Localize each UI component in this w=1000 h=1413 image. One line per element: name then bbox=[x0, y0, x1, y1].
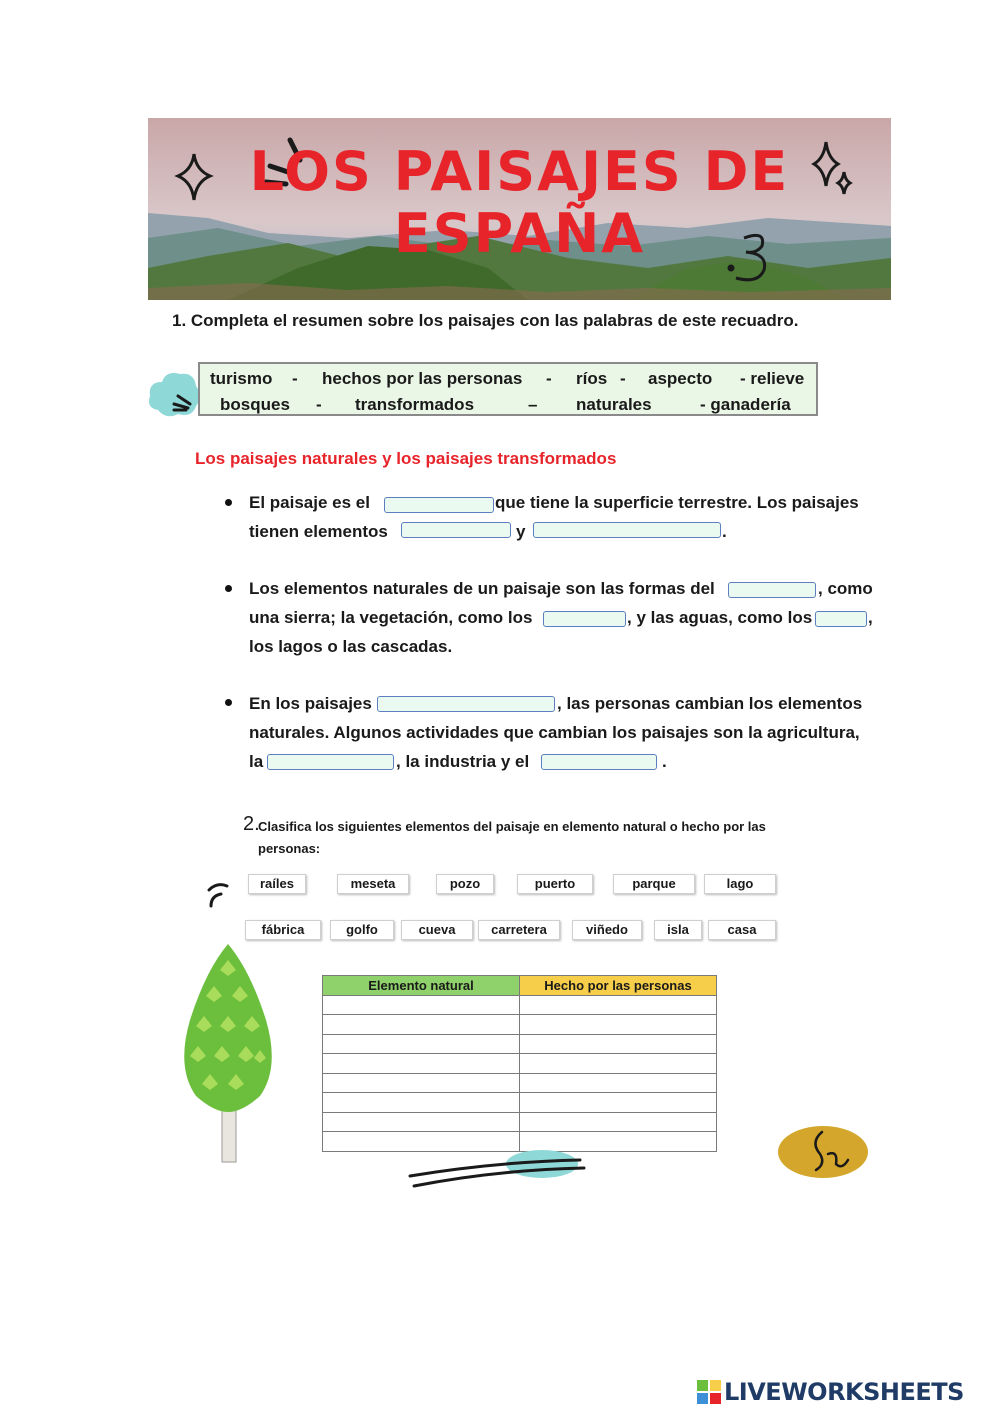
drop-cell-human-made[interactable] bbox=[520, 1054, 717, 1074]
drop-cell-human-made[interactable] bbox=[520, 995, 717, 1015]
answer-blank-aspecto[interactable] bbox=[384, 497, 494, 513]
word-bank-item: transformados bbox=[355, 395, 475, 414]
tree-illustration-icon bbox=[176, 940, 280, 1166]
word-bank-separator: - bbox=[546, 369, 552, 388]
page-title-line2: ESPAÑA bbox=[393, 202, 646, 265]
bullet-icon bbox=[225, 585, 232, 592]
word-bank-item: hechos por las personas bbox=[322, 369, 523, 388]
drop-cell-human-made[interactable] bbox=[520, 1093, 717, 1113]
word-bank-separator: - bbox=[620, 369, 626, 388]
draggable-word-chip[interactable]: meseta bbox=[337, 874, 409, 894]
question2-number: 2. bbox=[243, 813, 260, 835]
answer-blank-bosques[interactable] bbox=[543, 611, 626, 627]
draggable-word-chip[interactable]: viñedo bbox=[572, 920, 642, 940]
drop-cell-human-made[interactable] bbox=[520, 1015, 717, 1035]
draggable-word-chip[interactable]: pozo bbox=[436, 874, 494, 894]
word-bank-separator: - bbox=[316, 395, 322, 414]
paragraph-text: , y las aguas, como los bbox=[627, 608, 813, 627]
paragraph-text: El paisaje es el bbox=[249, 493, 370, 512]
paragraph-text: , como bbox=[818, 579, 873, 598]
answer-blank-hechos[interactable] bbox=[533, 522, 721, 538]
table-row bbox=[323, 1015, 717, 1035]
bullet-icon bbox=[225, 499, 232, 506]
column-header-human-made: Hecho por las personas bbox=[520, 976, 717, 996]
paragraph-text: naturales. Algunos actividades que cambian los paisajes son la agricultura, bbox=[249, 723, 860, 742]
paragraph-text: , las personas cambian los elementos bbox=[557, 694, 863, 713]
drop-cell-natural[interactable] bbox=[323, 1054, 520, 1074]
answer-blank-transformados[interactable] bbox=[377, 696, 555, 712]
paragraph-text: y bbox=[516, 522, 526, 541]
drop-cell-human-made[interactable] bbox=[520, 1073, 717, 1093]
liveworksheets-logo-icon bbox=[697, 1380, 723, 1404]
scribble-doodle-icon bbox=[404, 1140, 590, 1192]
draggable-word-chip[interactable]: fábrica bbox=[245, 920, 321, 940]
cloud-doodle-icon bbox=[144, 366, 204, 424]
question2-instruction: Clasifica los siguientes elementos del paisaje en elemento natural o hecho por las personas: bbox=[258, 819, 766, 856]
draggable-word-chip[interactable]: puerto bbox=[517, 874, 593, 894]
answer-blank-naturales[interactable] bbox=[401, 522, 511, 538]
answer-blank-ganaderia[interactable] bbox=[267, 754, 394, 770]
drop-cell-natural[interactable] bbox=[323, 1015, 520, 1035]
draggable-word-chip[interactable]: golfo bbox=[330, 920, 394, 940]
draggable-word-chip[interactable]: cueva bbox=[401, 920, 473, 940]
draggable-word-chip[interactable]: raíles bbox=[248, 874, 306, 894]
column-header-natural: Elemento natural bbox=[323, 976, 520, 996]
page-title-line1: LOS PAISAJES DE bbox=[249, 140, 790, 203]
word-bank bbox=[198, 362, 818, 416]
draggable-word-chip[interactable]: lago bbox=[704, 874, 776, 894]
paragraph-text: Los elementos naturales de un paisaje son las formas del bbox=[249, 579, 715, 598]
paragraph-text: los lagos o las cascadas. bbox=[249, 637, 453, 656]
doodle-curve-icon bbox=[205, 880, 231, 910]
draggable-word-chip[interactable]: parque bbox=[613, 874, 695, 894]
word-bank-separator: – bbox=[528, 395, 538, 414]
paragraph-text: . bbox=[722, 522, 727, 541]
drop-cell-natural[interactable] bbox=[323, 1112, 520, 1132]
question1-instruction: 1. Completa el resumen sobre los paisajes con las palabras de este recuadro. bbox=[172, 311, 799, 330]
word-bank-item: ríos bbox=[576, 369, 608, 388]
paragraph-text: En los paisajes bbox=[249, 694, 372, 713]
word-bank-item: naturales bbox=[576, 395, 652, 414]
paragraph-text: que tiene la superficie terrestre. Los paisajes bbox=[495, 493, 859, 512]
drop-cell-natural[interactable] bbox=[323, 1073, 520, 1093]
table-header-row bbox=[323, 976, 717, 996]
word-bank-item: - ganadería bbox=[700, 395, 791, 414]
drop-cell-human-made[interactable] bbox=[520, 1112, 717, 1132]
word-bank-item: turismo bbox=[210, 369, 273, 388]
table-row bbox=[323, 1073, 717, 1093]
word-bank-item: aspecto bbox=[648, 369, 713, 388]
blob-doodle-icon bbox=[776, 1124, 870, 1180]
table-row bbox=[323, 1112, 717, 1132]
table-row bbox=[323, 1054, 717, 1074]
word-bank-item: bosques bbox=[220, 395, 290, 414]
paragraph-text: una sierra; la vegetación, como los bbox=[249, 608, 533, 627]
word-bank-separator: - bbox=[292, 369, 298, 388]
bullet-icon bbox=[225, 699, 232, 706]
draggable-word-chip[interactable]: casa bbox=[708, 920, 776, 940]
drop-cell-natural[interactable] bbox=[323, 1093, 520, 1113]
table-row bbox=[323, 995, 717, 1015]
draggable-word-chip[interactable]: isla bbox=[654, 920, 702, 940]
paragraph-text: , la industria y el bbox=[396, 752, 530, 771]
section-subheading: Los paisajes naturales y los paisajes transformados bbox=[195, 449, 617, 468]
classification-table bbox=[322, 975, 717, 1152]
drop-cell-natural[interactable] bbox=[323, 995, 520, 1015]
answer-blank-relieve[interactable] bbox=[728, 582, 816, 598]
answer-blank-rios[interactable] bbox=[815, 611, 867, 627]
paragraph-text: la bbox=[249, 752, 264, 771]
table-row bbox=[323, 1093, 717, 1113]
paragraph-text: . bbox=[662, 752, 667, 771]
brand-footer: LIVEWORKSHEETS bbox=[724, 1378, 964, 1406]
drop-cell-natural[interactable] bbox=[323, 1034, 520, 1054]
word-bank-item: - relieve bbox=[740, 369, 805, 388]
draggable-word-chip[interactable]: carretera bbox=[478, 920, 560, 940]
answer-blank-turismo[interactable] bbox=[541, 754, 657, 770]
table-row bbox=[323, 1034, 717, 1054]
paragraph-text: tienen elementos bbox=[249, 522, 388, 541]
paragraph-text: , bbox=[868, 608, 873, 627]
header-banner bbox=[148, 118, 891, 300]
drop-cell-human-made[interactable] bbox=[520, 1034, 717, 1054]
